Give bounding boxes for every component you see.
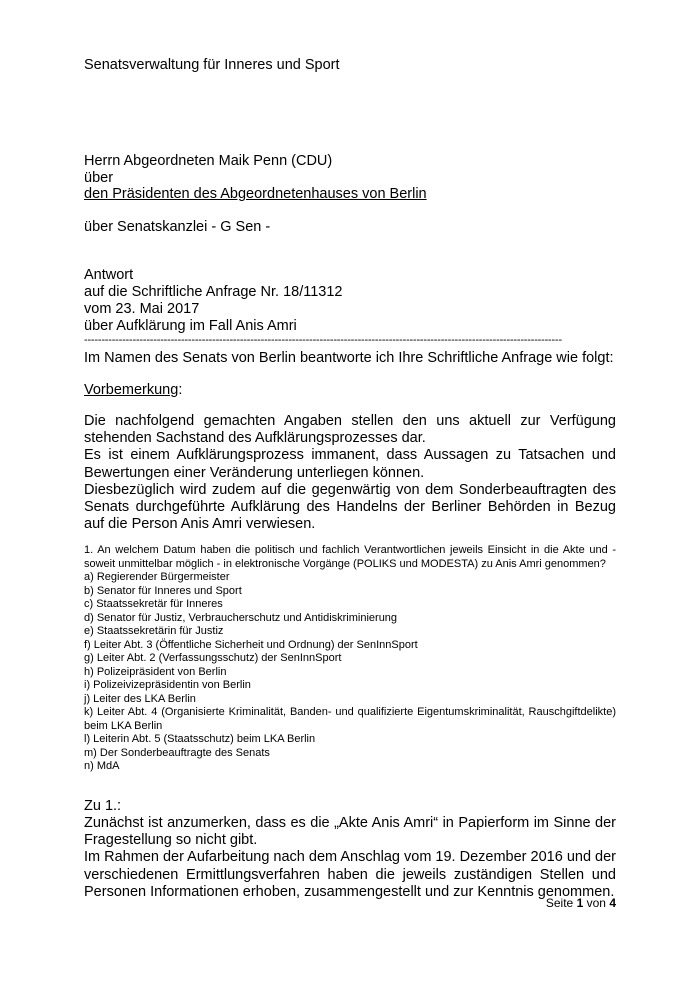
preliminary-paragraph: Diesbezüglich wird zudem auf die gegenwärtig von dem Sonderbeauftragten des Senats durchgeführte Aufklärung des Handelns der Berliner Behörden in Bezug auf die Person Anis Amri verwiesen. [84,481,616,533]
inquiry-number: auf die Schriftliche Anfrage Nr. 18/11312 [84,284,343,300]
answer-1-body [84,815,616,901]
preliminary-heading-text: Vorbemerkung [84,382,179,398]
answer-1-heading: Zu 1.: [84,798,122,814]
answer-paragraph: Zunächst ist anzumerken, dass es die „Akte Anis Amri“ in Papierform im Sinne der Fragestellung so nicht gibt. [84,815,616,849]
question-list-item: f) Leiter Abt. 3 (Öffentliche Sicherheit und Ordnung) der SenInnSport [84,638,418,651]
question-list-item: b) Senator für Inneres und Sport [84,584,242,597]
total-pages: 4 [609,896,616,910]
current-page: 1 [576,896,584,910]
chancellery-line: über Senatskanzlei - G Sen - [84,219,271,235]
via-line: über [84,170,114,186]
question-list-item: i) Polizeivizepräsidentin von Berlin [84,679,251,691]
question-list-item: d) Senator für Justiz, Verbraucherschutz und Antidiskriminierung [84,611,398,624]
question-list-item: e) Staatssekretärin für Justiz [84,625,224,637]
question-list-item: a) Regierender Bürgermeister [84,571,230,583]
department-header: Senatsverwaltung für Inneres und Sport [84,57,340,73]
answer-paragraph: Im Rahmen der Aufarbeitung nach dem Anschlag vom 19. Dezember 2016 und der verschiedenen Ermittlungsverfahren haben die jeweils zuständigen Stellen und Personen Informationen erhoben, zusammengestellt und zur Kenntnis genommen. [84,849,616,900]
preliminary-body [84,413,616,533]
question-list-item: h) Polizeipräsident von Berlin [84,665,227,678]
question-list-item: g) Leiter Abt. 2 (Verfassungsschutz) der SenInnSport [84,652,342,664]
question-list-item: m) Der Sonderbeauftragte des Senats [84,746,270,759]
of-word: von [586,896,606,910]
question-1 [84,544,616,774]
recipient-line: Herrn Abgeordneten Maik Penn (CDU) [84,153,333,169]
preliminary-heading-colon: : [178,382,183,398]
question-list-item: j) Leiter des LKA Berlin [84,692,196,705]
page-word: Seite [545,896,574,910]
inquiry-date: vom 23. Mai 2017 [84,301,200,317]
inquiry-subject: über Aufklärung im Fall Anis Amri [84,318,297,334]
intro-sentence: Im Namen des Senats von Berlin beantworte ich Ihre Schriftliche Anfrage wie folgt: [84,350,614,366]
preliminary-paragraph: Es ist einem Aufklärungsprozess immanent, dass Aussagen zu Tatsachen und Bewertungen einer Veränderung unterliegen können. [84,447,616,481]
president-line: den Präsidenten des Abgeordnetenhauses von Berlin [84,186,427,202]
question-list-item: c) Staatssekretär für Inneres [84,598,223,610]
question-list-item: l) Leiterin Abt. 5 (Staatsschutz) beim LKA Berlin [84,733,316,745]
answer-label: Antwort [84,267,134,283]
preliminary-paragraph: Die nachfolgend gemachten Angaben stellen den uns aktuell zur Verfügung stehenden Sachstand des Aufklärungsprozesses dar. [84,413,616,447]
preliminary-heading [84,382,182,399]
separator-line: ------------------------------------------------------------------------------------------------------------------------------------------ [84,336,562,344]
question-list-item: n) MdA [84,760,120,772]
question-list-item: k) Leiter Abt. 4 (Organisierte Kriminalität, Banden- und qualifizierte Eigentumskriminalität, Rauschgiftdelikte) beim LKA Berlin [84,706,616,732]
page-number [546,896,616,910]
question-text: 1. An welchem Datum haben die politisch und fachlich Verantwortlichen jeweils Einsicht in die Akte und - soweit unmittelbar möglich - in elektronische Vorgänge (POLIKS und MODESTA) zu Anis Amri genommen? [84,544,616,570]
